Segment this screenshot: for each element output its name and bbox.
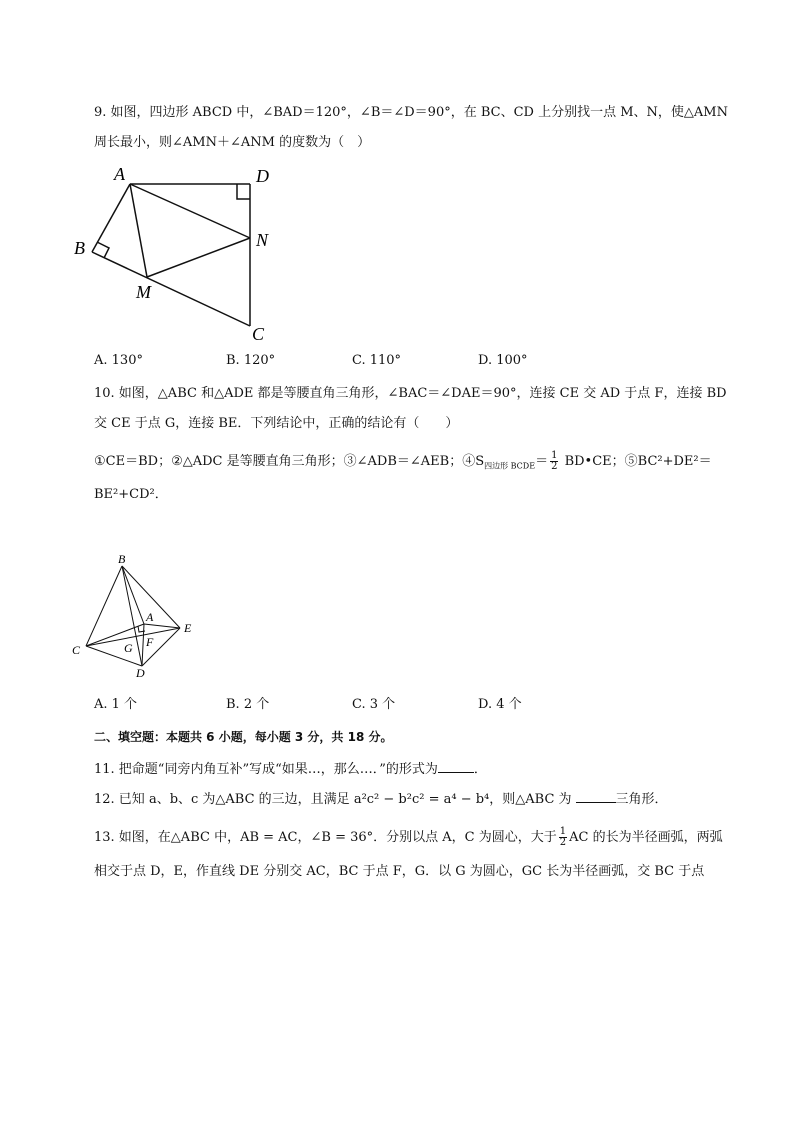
q13-line-1-part-b: AC 的长为半径画弧，两弧	[569, 830, 723, 845]
q12-answer-blank	[576, 790, 616, 803]
q10-line-3-part-a: ①CE＝BD；②△ADC 是等腰直角三角形；③∠ADB＝∠AEB；④S	[94, 454, 485, 469]
q9-label-b: B	[74, 238, 85, 258]
q11-period: ．	[473, 762, 487, 777]
q10-label-a: A	[146, 610, 154, 624]
q10-line-3-part-c: BD•CE；⑤BC²+DE²＝	[560, 454, 712, 469]
q10-line-2: 交 CE 于点 G，连接 BE．下列结论中，正确的结论有（ ）	[94, 416, 459, 431]
q11-text: 11. 把命题“同旁内角互补”写成“如果…，那么…．”的形式为	[94, 762, 438, 777]
q10-line-3-part-b: ＝	[535, 454, 549, 469]
q9-label-m: M	[136, 282, 151, 302]
q10-segment-cd	[86, 646, 142, 666]
q10-label-f: F	[146, 635, 154, 649]
q10-fraction	[550, 451, 558, 472]
q10-option-d: D. 4 个	[478, 697, 522, 712]
q9-label-a: A	[114, 164, 125, 184]
q13-fraction	[559, 827, 567, 848]
q10-fraction-num: 1	[551, 450, 558, 461]
q12-line	[94, 790, 668, 809]
q11-answer-blank	[438, 760, 474, 773]
q10-label-b: B	[118, 552, 126, 566]
q9-right-angle-d	[237, 184, 250, 199]
q12-text: 12. 已知 a、b、c 为△ABC 的三边，且满足 a²c² − b²c² = a⁴ − b⁴，则△ABC 为	[94, 792, 572, 807]
q9-label-c: C	[252, 324, 265, 344]
q9-segment-am	[130, 184, 147, 277]
q10-segment-ae	[144, 624, 180, 628]
q9-option-a: A. 130°	[94, 353, 143, 368]
q10-label-e: E	[184, 621, 192, 635]
q9-option-c: C. 110°	[352, 353, 402, 368]
q13-fraction-num: 1	[559, 826, 567, 837]
q9-figure	[70, 160, 290, 345]
q10-line-4: BE²+CD²．	[94, 487, 168, 502]
q13-line-1-part-a: 13. 如图，在△ABC 中，AB = AC，∠B = 36°．分别以点 A，C 为圆心，大于	[94, 830, 557, 845]
q10-segment-ad	[142, 624, 144, 666]
q10-label-d: D	[136, 666, 145, 680]
q9-segment-an	[130, 184, 250, 238]
q12-tail: 三角形．	[615, 792, 668, 807]
q9-option-b: B. 120°	[226, 353, 276, 368]
q9-label-d: D	[256, 166, 269, 186]
q9-option-d: D. 100°	[478, 353, 528, 368]
q10-option-b: B. 2 个	[226, 697, 270, 712]
q10-option-a: A. 1 个	[94, 697, 138, 712]
q13-line-2: 相交于点 D，E，作直线 DE 分别交 AC，BC 于点 F，G．以 G 为圆心，GC 长为半径画弧，交 BC 于点	[94, 864, 705, 879]
q10-label-c: C	[72, 643, 81, 657]
section-2-heading: 二、填空题：本题共 6 小题，每小题 3 分，共 18 分。	[94, 730, 393, 744]
q10-label-g: G	[124, 641, 133, 655]
q10-line-3	[94, 451, 712, 476]
q9-line-1: 9. 如图，四边形 ABCD 中，∠BAD＝120°，∠B＝∠D＝90°，在 BC、CD 上分别找一点 M、N，使△AMN	[94, 105, 728, 120]
q10-segment-ce	[86, 628, 180, 646]
q9-line-2: 周长最小，则∠AMN＋∠ANM 的度数为（ ）	[94, 135, 371, 150]
q9-segment-mn	[147, 238, 250, 277]
q10-line-1: 10. 如图，△ABC 和△ADE 都是等腰直角三角形，∠BAC＝∠DAE＝90°，连接 CE 交 AD 于点 F，连接 BD	[94, 386, 727, 401]
q10-segment-ba	[122, 566, 144, 624]
q9-segment-bc	[92, 252, 250, 326]
q10-figure	[64, 550, 214, 680]
q13-fraction-den: 2	[559, 837, 567, 848]
q11-line	[94, 760, 487, 779]
q10-fraction-den: 2	[551, 461, 558, 472]
q13-line-1	[94, 827, 723, 848]
q10-option-c: C. 3 个	[352, 697, 396, 712]
q10-area-subscript: 四边形 BCDE	[484, 461, 536, 471]
q9-label-n: N	[256, 230, 269, 250]
